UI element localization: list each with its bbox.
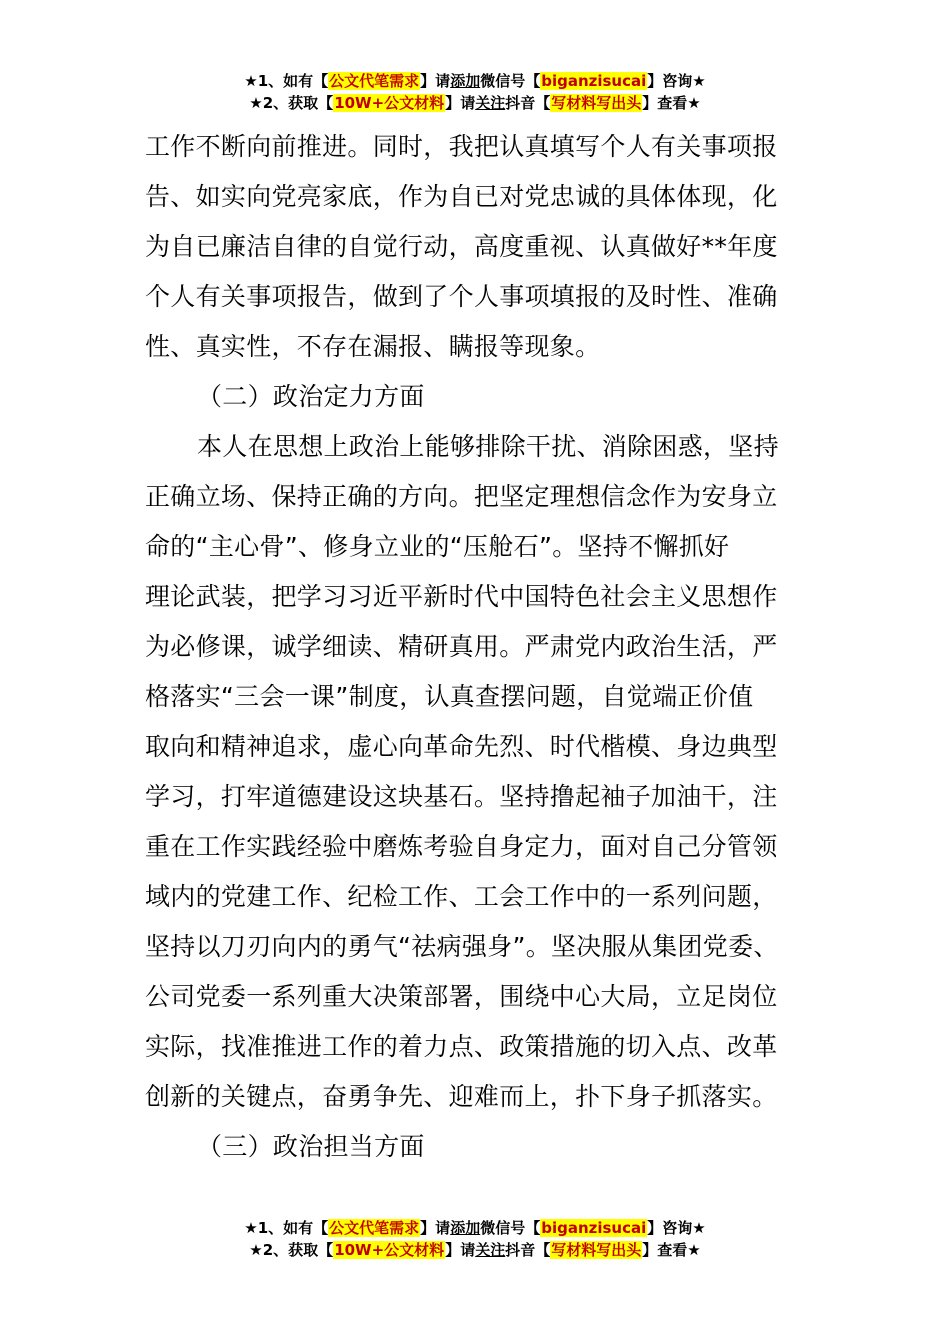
banner-text: 】咨询★	[647, 1219, 706, 1237]
banner-text: 微信号【	[480, 72, 541, 90]
banner-text: ★2、获取【	[249, 94, 334, 112]
banner-text: 】请	[420, 1219, 451, 1237]
banner-highlight: 10W+公文材料	[334, 94, 445, 112]
section-heading: （三）政治担当方面	[197, 1132, 425, 1161]
banner-text: 】咨询★	[647, 72, 706, 90]
banner-underlined: 添加	[450, 72, 481, 90]
body-line: 域内的党建工作、纪检工作、工会工作中的一系列问题，	[145, 882, 778, 911]
banner-line-1	[0, 70, 950, 92]
banner-text: ★1、如有【	[244, 72, 329, 90]
body-line: 重在工作实践经验中磨炼考验自身定力，面对自己分管领	[145, 832, 778, 861]
document-body	[145, 122, 805, 1172]
banner-highlight: 写材料写出头	[551, 1241, 642, 1259]
banner-text: 】请	[445, 94, 476, 112]
banner-text: 抖音【	[505, 1241, 551, 1259]
banner-highlight: 写材料写出头	[551, 94, 642, 112]
body-line: 性、真实性，不存在漏报、瞒报等现象。	[145, 332, 601, 361]
body-line: 为自已廉洁自律的自觉行动，高度重视、认真做好**年度	[145, 232, 778, 261]
banner-underlined: 添加	[450, 1219, 481, 1237]
banner-text: ★2、获取【	[249, 1241, 334, 1259]
banner-line-1	[0, 1217, 950, 1239]
banner-text: 】查看★	[642, 94, 701, 112]
banner-underlined: 关注	[475, 1241, 506, 1259]
banner-text: 】请	[420, 72, 451, 90]
banner-highlight: 公文代笔需求	[329, 72, 420, 90]
body-line: 个人有关事项报告，做到了个人事项填报的及时性、准确	[145, 282, 778, 311]
banner-underlined: 关注	[475, 94, 506, 112]
header-banner	[0, 70, 950, 114]
body-line: 实际，找准推进工作的着力点、政策措施的切入点、改革	[145, 1032, 778, 1061]
footer-banner	[0, 1217, 950, 1261]
banner-line-2	[0, 92, 950, 114]
body-line: 取向和精神追求，虚心向革命先烈、时代楷模、身边典型	[145, 732, 778, 761]
body-line: 命的“主心骨”、修身立业的“压舱石”。坚持不懈抓好	[145, 532, 730, 561]
banner-highlight: biganzisucai	[541, 1219, 647, 1237]
body-line: 工作不断向前推进。同时，我把认真填写个人有关事项报	[145, 132, 778, 161]
banner-text: 】请	[445, 1241, 476, 1259]
section-heading: （二）政治定力方面	[197, 382, 425, 411]
banner-text: 微信号【	[480, 1219, 541, 1237]
body-line: 告、如实向党亮家底，作为自已对党忠诚的具体体现，化	[145, 182, 778, 211]
banner-highlight: 10W+公文材料	[334, 1241, 445, 1259]
banner-highlight: biganzisucai	[541, 72, 647, 90]
body-line: 正确立场、保持正确的方向。把坚定理想信念作为安身立	[145, 482, 778, 511]
body-line: 为必修课，诚学细读、精研真用。严肃党内政治生活，严	[145, 632, 778, 661]
banner-text: ★1、如有【	[244, 1219, 329, 1237]
banner-text: 】查看★	[642, 1241, 701, 1259]
body-line: 坚持以刀刃向内的勇气“祛病强身”。坚决服从集团党委、	[145, 932, 779, 961]
banner-text: 抖音【	[505, 94, 551, 112]
body-line: 格落实“三会一课”制度，认真查摆问题，自觉端正价值	[145, 682, 754, 711]
body-line: 本人在思想上政治上能够排除干扰、消除困惑，坚持	[197, 432, 779, 461]
banner-highlight: 公文代笔需求	[329, 1219, 420, 1237]
body-line: 公司党委一系列重大决策部署，围绕中心大局，立足岗位	[145, 982, 778, 1011]
banner-line-2	[0, 1239, 950, 1261]
body-line: 创新的关键点，奋勇争先、迎难而上，扑下身子抓落实。	[145, 1082, 778, 1111]
body-line: 学习，打牢道德建设这块基石。坚持撸起袖子加油干，注	[145, 782, 778, 811]
body-line: 理论武装，把学习习近平新时代中国特色社会主义思想作	[145, 582, 778, 611]
